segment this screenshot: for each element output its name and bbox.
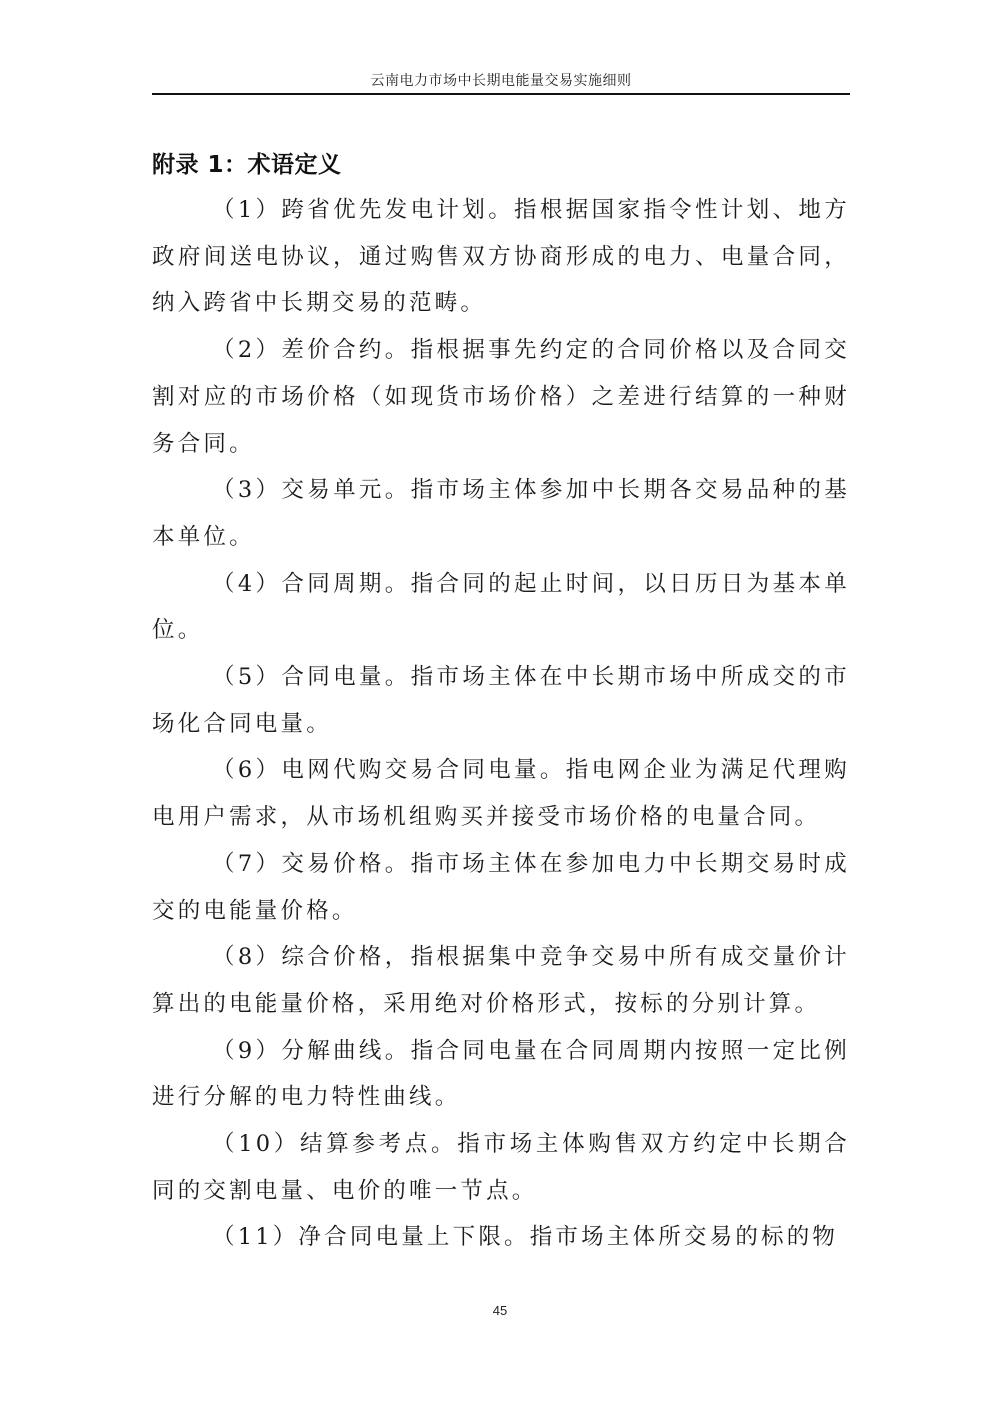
term-paragraph: （6）电网代购交易合同电量。指电网企业为满足代理购电用户需求，从市场机组购买并接受市场价格的电量合同。	[152, 757, 850, 831]
term-paragraph: （7）交易价格。指市场主体在参加电力中长期交易时成交的电能量价格。	[152, 850, 850, 924]
terms-list	[152, 187, 850, 1261]
term-paragraph: （2）差价合约。指根据事先约定的合同价格以及合同交割对应的市场价格（如现货市场价格）之差进行结算的一种财务合同。	[152, 337, 850, 457]
term-paragraph: （9）分解曲线。指合同电量在合同周期内按照一定比例进行分解的电力特性曲线。	[152, 1037, 850, 1111]
term-paragraph: （11）净合同电量上下限。指市场主体所交易的标的物	[212, 1224, 839, 1251]
term-paragraph: （3）交易单元。指市场主体参加中长期各交易品种的基本单位。	[152, 477, 850, 550]
page-number: 45	[492, 1303, 508, 1318]
running-header: 云南电力市场中长期电能量交易实施细则	[370, 73, 632, 89]
appendix-title: 附录 1：术语定义	[152, 152, 342, 178]
term-paragraph: （5）合同电量。指市场主体在中长期市场中所成交的市场化合同电量。	[152, 664, 850, 737]
header-rule	[152, 93, 850, 95]
term-paragraph: （8）综合价格，指根据集中竞争交易中所有成交量价计算出的电能量价格，采用绝对价格形式，按标的分别计算。	[152, 944, 850, 1017]
term-paragraph: （1）跨省优先发电计划。指根据国家指令性计划、地方政府间送电协议，通过购售双方协商形成的电力、电量合同，纳入跨省中长期交易的范畴。	[152, 197, 850, 317]
term-paragraph: （10）结算参考点。指市场主体购售双方约定中长期合同的交割电量、电价的唯一节点。	[152, 1131, 850, 1204]
term-paragraph: （4）合同周期。指合同的起止时间，以日历日为基本单位。	[152, 570, 850, 644]
